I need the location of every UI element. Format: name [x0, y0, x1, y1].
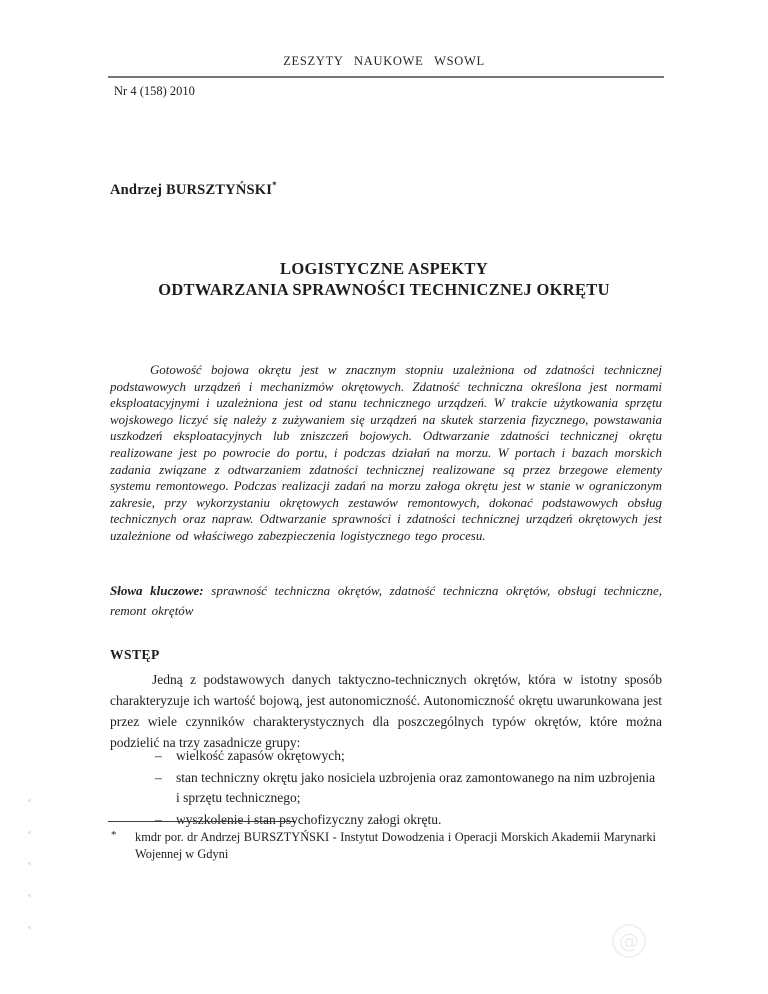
footnote-divider: [108, 821, 296, 822]
footnote: [110, 829, 656, 862]
author-footnote-mark: *: [272, 180, 277, 190]
article-title: [0, 259, 768, 300]
watermark-at-icon: @: [612, 924, 646, 958]
list-item-text: stan techniczny okrętu jako nosiciela uzbrojenia oraz zamontowanego na nim uzbrojenia i sprzętu technicznego;: [176, 769, 656, 805]
keywords-text: sprawność techniczna okrętów, zdatność techniczna okrętów, obsługi techniczne, remont okrętów: [110, 583, 662, 618]
keywords-block: [110, 581, 662, 620]
list-item: [110, 810, 662, 831]
list-item: [110, 768, 662, 809]
section-heading-wstep: WSTĘP: [110, 647, 160, 662]
dash-bullet-icon: –: [155, 769, 162, 785]
footnote-mark: *: [111, 829, 117, 841]
author-line: [110, 180, 277, 199]
scan-artifact-dot: [28, 894, 31, 897]
dash-bullet-icon: –: [155, 748, 162, 763]
article-title-line-2: ODTWARZANIA SPRAWNOŚCI TECHNICZNEJ OKRĘTU: [158, 279, 610, 299]
scan-artifact-dot: [28, 799, 31, 802]
issue-number: Nr 4 (158) 2010: [114, 84, 195, 98]
keywords-label: Słowa kluczowe:: [110, 583, 204, 598]
author-name: Andrzej BURSZTYŃSKI: [110, 181, 273, 198]
abstract-paragraph: Gotowość bojowa okrętu jest w znacznym stopniu uzależniona od zdatności technicznej podstawowych urządzeń i mechanizmów okrętowych. Zdatność techniczna określona jest normami eksploatacyjnymi i uzależniona jest od stanu technicznego urządzeń. W trakcie użytkowania sprzętu wojskowego liczyć się należy z zużywaniem się urządzeń na skutek starzenia fizycznego, powstawania uszkodzeń eksploatacyjnych lub zniszczeń bojowych. Odtwarzanie zdatności technicznej okrętu realizowane jest po powrocie do portu, i podczas działań na morzu. W portach i bazach morskich zadania związane z odtwarzaniem zdatności technicznej realizowane są przez brzegowe elementy systemu remontowego. Podczas realizacji zadań na morzu załoga okrętu jest w stanie w ograniczonym zakresie, przy wykorzystaniu okrętowych zestawów remontowych, dokonać podstawowych obsług technicznych oraz napraw. Odtwarzanie sprawności i zdatności technicznej urządzeń okrętowych jest uzależnione od właściwego zabezpieczenia logistycznego tego procesu.: [110, 363, 662, 543]
list-item-text: wielkość zapasów okrętowych;: [176, 748, 345, 763]
list-item-text: wyszkolenie i stan psychofizyczny załogi okrętu.: [176, 811, 442, 827]
bullet-list: [110, 746, 662, 831]
scan-artifact-dot: [28, 926, 31, 929]
header-divider: [108, 76, 664, 78]
scan-artifact-dot: [28, 831, 31, 834]
journal-header: ZESZYTY NAUKOWE WSOWL: [283, 54, 485, 68]
intro-paragraph: Jedną z podstawowych danych taktyczno-technicznych okrętów, która w istotny sposób charakteryzuje ich wartość bojową, jest autonomiczność. Autonomiczność okrętu uwarunkowana jest przez wiele czynników charakterystycznych dla poszczególnych typów okrętów, które można podzielić na trzy zasadnicze grupy:: [110, 672, 662, 750]
scan-artifact-dot: [28, 862, 31, 865]
footnote-text: kmdr por. dr Andrzej BURSZTYŃSKI - Instytut Dowodzenia i Operacji Morskich Akademii Marynarki Wojennej w Gdyni: [135, 830, 656, 861]
dash-bullet-icon: –: [155, 811, 162, 827]
list-item: [110, 746, 662, 767]
article-title-line-1: LOGISTYCZNE ASPEKTY: [280, 259, 488, 278]
